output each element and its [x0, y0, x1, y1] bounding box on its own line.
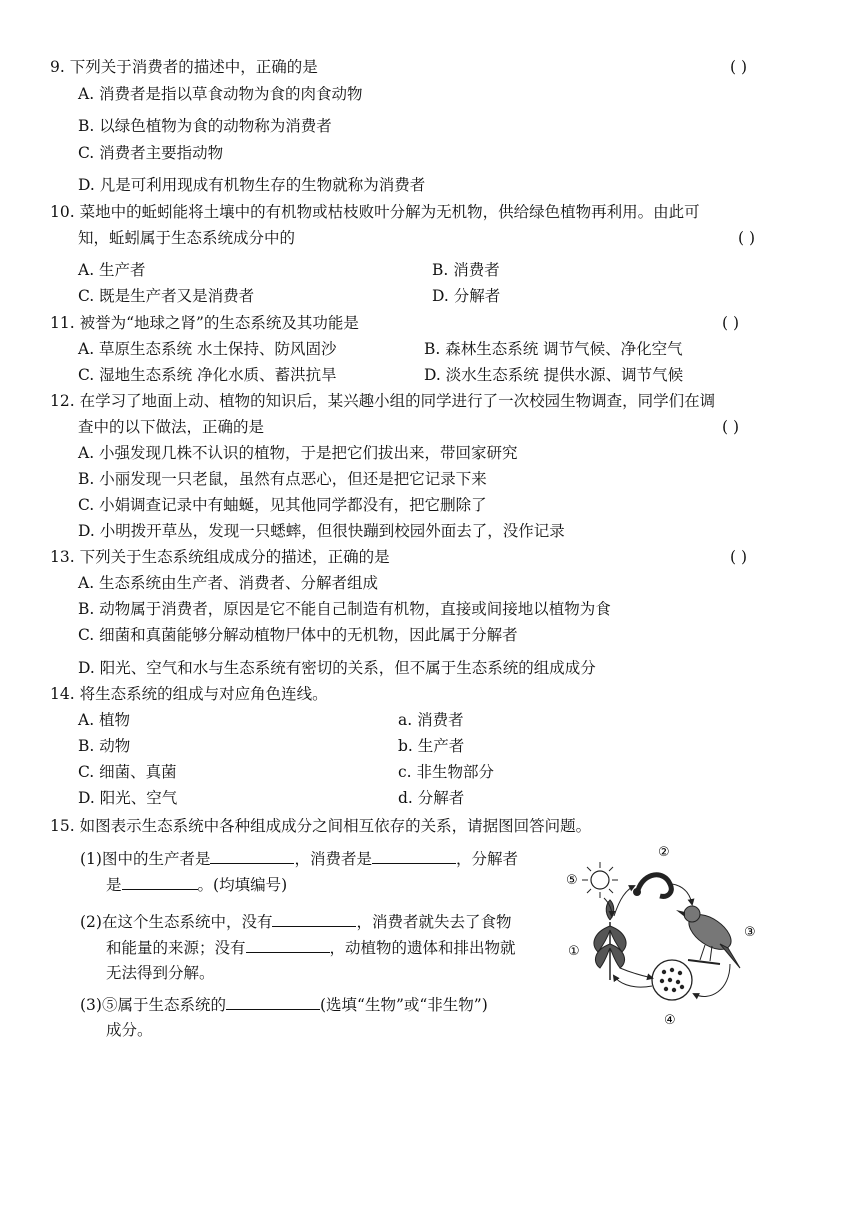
q15-part2-line3: 无法得到分解。: [106, 964, 215, 982]
figure-label-1: ①: [568, 944, 580, 959]
q15-part3-line2: 成分。: [106, 1021, 153, 1039]
q9-option-d: D. 凡是可利用现成有机物生存的生物就称为消费者: [78, 176, 426, 194]
answer-blank[interactable]: [226, 993, 320, 1010]
q11-option-c: C. 湿地生态系统 净化水质、蓄洪抗旱: [78, 366, 337, 384]
q11-stem: 11. 被誉为“地球之肾”的生态系统及其功能是: [50, 314, 359, 332]
q11-option-d: D. 淡水生态系统 提供水源、调节气候: [424, 366, 684, 384]
q14-right-item: c. 非生物部分: [398, 763, 495, 781]
q12-stem-line1: 12. 在学习了地面上动、植物的知识后，某兴趣小组的同学进行了一次校园生物调查，同学们在调: [50, 392, 716, 410]
q9-option-a: A. 消费者是指以草食动物为食的肉食动物: [78, 85, 363, 103]
q9-option-c: C. 消费者主要指动物: [78, 144, 224, 162]
answer-blank[interactable]: [122, 873, 198, 890]
q12-stem-line2: 查中的以下做法，正确的是: [78, 418, 265, 436]
q15-part2-line1: (2)在这个生态系统中，没有 ，消费者就失去了食物: [80, 910, 511, 933]
q15-part2-line2: 和能量的来源；没有 ，动植物的遗体和排出物就: [106, 936, 516, 959]
q10-option-b: B. 消费者: [432, 261, 500, 279]
q10-option-c: C. 既是生产者又是消费者: [78, 287, 255, 305]
bacteria-fungi-icon: [652, 960, 692, 1000]
sun-icon: [582, 862, 618, 898]
q12-option-d: D. 小明拨开草丛，发现一只蟋蟀，但很快蹦到校园外面去了，没作记录: [78, 522, 565, 540]
q10-stem-line2: 知，蚯蚓属于生态系统成分中的: [78, 229, 296, 247]
q10-answer-paren: ( ): [738, 229, 756, 247]
answer-blank[interactable]: [246, 936, 330, 953]
q13-option-a: A. 生态系统由生产者、消费者、分解者组成: [78, 574, 379, 592]
bird-icon: [676, 906, 740, 968]
arrow-plant-to-decomposer: [620, 968, 652, 978]
answer-blank[interactable]: [372, 847, 456, 864]
q14-left-item: A. 植物: [78, 711, 131, 729]
q12-answer-paren: ( ): [722, 418, 740, 436]
q10-option-d: D. 分解者: [432, 287, 501, 305]
q14-right-item: a. 消费者: [398, 711, 464, 729]
arrow-bird-to-decomposer: [694, 964, 730, 996]
q15-part3-line1: (3)⑤属于生态系统的 (选填“生物”或“非生物”): [80, 993, 488, 1016]
q12-option-a: A. 小强发现几株不认识的植物，于是把它们拔出来，带回家研究: [78, 444, 518, 462]
answer-blank[interactable]: [272, 910, 356, 927]
q15-part1-line1: (1)图中的生产者是 ，消费者是 ，分解者: [80, 847, 518, 870]
q13-option-d: D. 阳光、空气和水与生态系统有密切的关系，但不属于生态系统的组成成分: [78, 659, 596, 677]
q15-stem: 15. 如图表示生态系统中各种组成成分之间相互依存的关系，请据图回答问题。: [50, 817, 592, 835]
q13-stem: 13. 下列关于生态系统组成成分的描述，正确的是: [50, 548, 390, 566]
q14-right-item: d. 分解者: [398, 789, 465, 807]
q13-option-b: B. 动物属于消费者，原因是它不能自己制造有机物，直接或间接地以植物为食: [78, 600, 611, 618]
arrow-caterpillar-to-bird: [672, 884, 692, 904]
q14-left-item: D. 阳光、空气: [78, 789, 178, 807]
q15-part1-line2: 是 。(均填编号): [106, 873, 287, 896]
figure-label-5: ⑤: [566, 873, 578, 888]
q9-stem: 9. 下列关于消费者的描述中，正确的是: [50, 58, 318, 76]
q14-right-item: b. 生产者: [398, 737, 465, 755]
figure-label-4: ④: [664, 1013, 676, 1028]
figure-label-2: ②: [658, 845, 670, 860]
q11-option-a: A. 草原生态系统 水土保持、防风固沙: [78, 340, 337, 358]
q12-option-c: C. 小娟调查记录中有蚰蜒，见其他同学都没有，把它删除了: [78, 496, 487, 514]
ecosystem-cycle-figure: [560, 840, 800, 1030]
q10-stem-line1: 10. 菜地中的蚯蚓能将土壤中的有机物或枯枝败叶分解为无机物，供给绿色植物再利用。由此可: [50, 203, 700, 221]
q11-option-b: B. 森林生态系统 调节气候、净化空气: [424, 340, 683, 358]
q9-option-b: B. 以绿色植物为食的动物称为消费者: [78, 117, 332, 135]
q9-answer-paren: ( ): [730, 58, 748, 76]
arrow-plant-to-caterpillar: [614, 886, 634, 916]
q13-option-c: C. 细菌和真菌能够分解动植物尸体中的无机物，因此属于分解者: [78, 626, 518, 644]
q11-answer-paren: ( ): [722, 314, 740, 332]
q14-left-item: B. 动物: [78, 737, 131, 755]
caterpillar-icon: [633, 875, 671, 897]
answer-blank[interactable]: [210, 847, 294, 864]
q13-answer-paren: ( ): [730, 548, 748, 566]
q12-option-b: B. 小丽发现一只老鼠，虽然有点恶心，但还是把它记录下来: [78, 470, 487, 488]
q14-left-item: C. 细菌、真菌: [78, 763, 177, 781]
q10-option-a: A. 生产者: [78, 261, 146, 279]
q14-stem: 14. 将生态系统的组成与对应角色连线。: [50, 685, 328, 703]
arrow-decomposer-to-plant: [614, 976, 652, 987]
figure-label-3: ③: [744, 925, 756, 940]
